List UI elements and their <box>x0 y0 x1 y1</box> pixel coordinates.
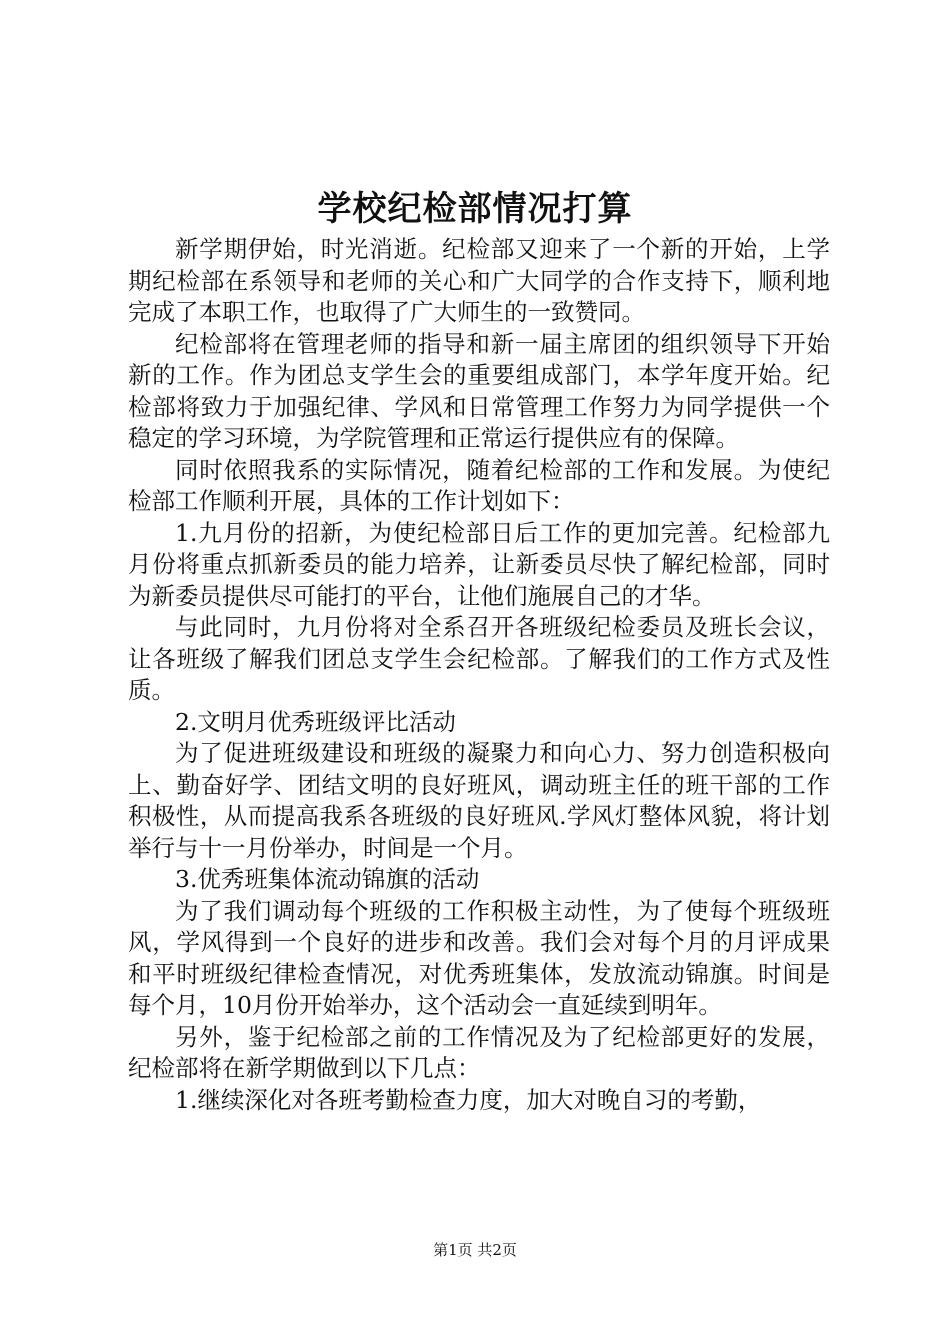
document-body <box>128 234 830 1116</box>
paragraph: 为了促进班级建设和班级的凝聚力和向心力、努力创造积极向上、勤奋好学、团结文明的良好班风，调动班主任的班干部的工作积极性，从而提高我系各班级的良好班风.学风灯整体风貌，将计划举行与十一月份举办，时间是一个月。 <box>128 739 830 862</box>
paragraph: 1.九月份的招新，为使纪检部日后工作的更加完善。纪检部九月份将重点抓新委员的能力培养，让新委员尽快了解纪检部，同时为新委员提供尽可能打的平台，让他们施展自己的才华。 <box>128 518 830 610</box>
paragraph: 为了我们调动每个班级的工作积极主动性，为了使每个班级班风，学风得到一个良好的进步和改善。我们会对每个月的月评成果和平时班级纪律检查情况，对优秀班集体，发放流动锦旗。时间是每个月，10月份开始举办，这个活动会一直延续到明年。 <box>128 896 830 1019</box>
page-footer: 第1页 共2页 <box>433 1241 517 1259</box>
paragraph: 纪检部将在管理老师的指导和新一届主席团的组织领导下开始新的工作。作为团总支学生会的重要组成部门，本学年度开始。纪检部将致力于加强纪律、学风和日常管理工作努力为同学提供一个稳定的学习环境，为学院管理和正常运行提供应有的保障。 <box>128 329 830 452</box>
paragraph: 新学期伊始，时光消逝。纪检部又迎来了一个新的开始，上学期纪检部在系领导和老师的关心和广大同学的合作支持下，顺利地完成了本职工作，也取得了广大师生的一致赞同。 <box>128 235 830 326</box>
paragraph: 另外，鉴于纪检部之前的工作情况及为了纪检部更好的发展，纪检部将在新学期做到以下几点： <box>128 1022 830 1082</box>
document-title: 学校纪检部情况打算 <box>317 189 633 229</box>
paragraph: 1.继续深化对各班考勤检查力度，加大对晚自习的考勤， <box>175 1085 762 1114</box>
paragraph: 与此同时，九月份将对全系召开各班级纪检委员及班长会议，让各班级了解我们团总支学生会纪检部。了解我们的工作方式及性质。 <box>128 613 830 704</box>
section-heading: 3.优秀班集体流动锦旗的活动 <box>175 865 480 893</box>
paragraph: 同时依照我系的实际情况，随着纪检部的工作和发展。为使纪检部工作顺利开展，具体的工作计划如下： <box>128 455 830 515</box>
section-heading: 2.文明月优秀班级评比活动 <box>175 707 456 736</box>
